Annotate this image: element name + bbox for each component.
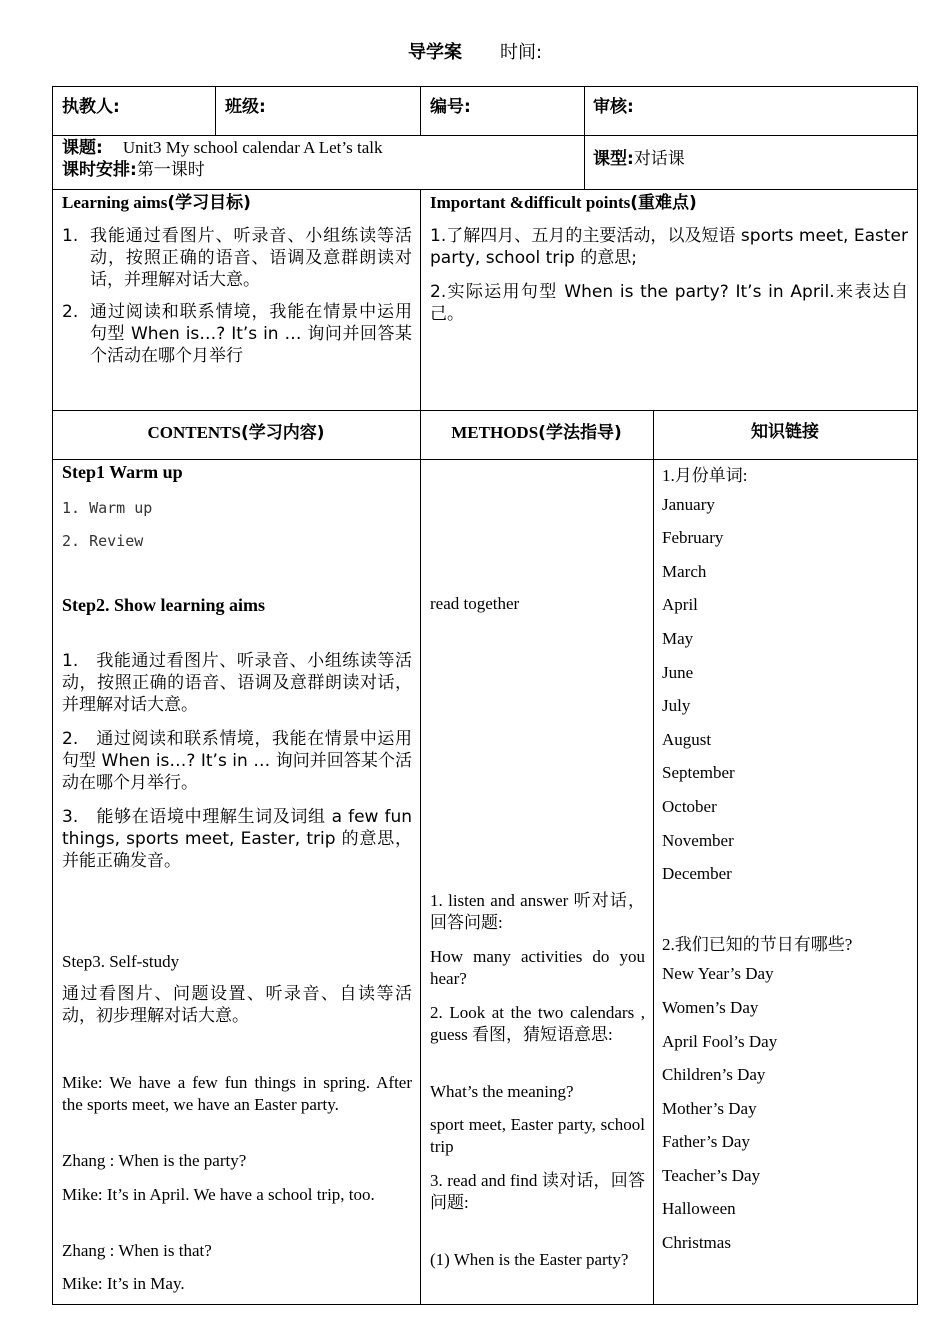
step3-paragraph: 通过看图片、问题设置、听录音、自读等活动，初步理解对话大意。 — [62, 984, 412, 1026]
topic-value: Unit3 My school calendar A Let’s talk — [122, 138, 383, 157]
aims-heading — [62, 191, 251, 215]
topic-line — [62, 137, 383, 159]
table-border-bottom — [52, 1304, 918, 1305]
table-border-right — [917, 86, 918, 1305]
aims-heading-cn: (学习目标) — [167, 193, 251, 213]
dialogue-line: Mike: We have a few fun things in spring. After the sports meet, we have an Easter party. — [62, 1073, 412, 1114]
doc-title: 导学案 — [407, 42, 462, 63]
number-label: 编号: — [430, 97, 471, 117]
col-divider — [215, 86, 216, 136]
method-question: What’s the meaning? — [430, 1082, 574, 1101]
festival-item: Halloween — [662, 1199, 736, 1218]
month-item: August — [662, 730, 712, 749]
aims-heading-en: Learning aims — [62, 193, 168, 212]
col-divider — [420, 86, 421, 136]
method-item: 1. listen and answer 听对话，回答问题: — [430, 891, 645, 932]
festival-item: Father’s Day — [662, 1132, 750, 1151]
step2-paragraph: 2. 通过阅读和联系情境，我能在情景中运用句型 When is…? It’s in … 询问并回答某个活动在哪个月举行。 — [62, 729, 412, 793]
step3-title: Step3. Self-study — [62, 952, 180, 971]
row-divider — [52, 135, 918, 136]
schedule-value: 第一课时 — [136, 160, 205, 180]
points-heading — [430, 191, 697, 215]
topic-label: 课题: — [62, 138, 103, 158]
festival-item: Teacher’s Day — [662, 1166, 761, 1185]
month-item: March — [662, 562, 707, 581]
table-border-left — [52, 86, 53, 1305]
month-item: June — [662, 663, 694, 682]
festival-item: April Fool’s Day — [662, 1032, 778, 1051]
row-divider — [52, 459, 918, 460]
month-item: September — [662, 763, 735, 782]
step1-item: 2. Review — [62, 532, 144, 550]
row-divider — [52, 410, 918, 411]
col-divider — [420, 189, 421, 1305]
month-item: January — [662, 495, 715, 514]
month-item: October — [662, 797, 717, 816]
method-question: How many activities do you hear? — [430, 947, 645, 988]
type-value: 对话课 — [633, 149, 685, 169]
col-divider — [584, 86, 585, 190]
method-answer: sport meet, Easter party, school trip — [430, 1115, 645, 1156]
month-item: February — [662, 528, 724, 547]
table-border-top — [52, 86, 918, 87]
page-title — [0, 38, 950, 64]
schedule-label: 课时安排: — [62, 160, 137, 180]
step2-title: Step2. Show learning aims — [62, 595, 266, 615]
row-divider — [52, 189, 918, 190]
month-item: April — [662, 595, 698, 614]
class-label: 班级: — [225, 97, 266, 117]
point-item: 1.了解四月、五月的主要活动，以及短语 sports meet, Easter party, school trip 的意思; — [430, 226, 908, 268]
festival-item: Women’s Day — [662, 998, 759, 1017]
schedule-line — [62, 159, 205, 181]
festival-item: Mother’s Day — [662, 1099, 757, 1118]
dialogue-line: Mike: It’s in May. — [62, 1274, 185, 1293]
points-heading-cn: (重难点) — [630, 193, 697, 213]
months-title: 1.月份单词: — [662, 466, 748, 485]
festival-item: New Year’s Day — [662, 964, 774, 983]
methods-header: METHODS(学法指导) — [451, 423, 622, 443]
step2-paragraph: 1. 我能通过看图片、听录音、小组练读等活动，按照正确的语音、语调及意群朗读对话，并理解对话大意。 — [62, 651, 412, 715]
points-heading-en: Important &difficult points — [430, 193, 631, 212]
review-label: 审核: — [593, 97, 634, 117]
dialogue-line: Zhang : When is the party? — [62, 1151, 247, 1170]
month-item: December — [662, 864, 732, 883]
dialogue-line: Mike: It’s in April. We have a school trip, too. — [62, 1185, 375, 1204]
time-label: 时间: — [499, 42, 543, 63]
month-item: November — [662, 831, 734, 850]
festival-item: Christmas — [662, 1233, 731, 1252]
step2-paragraph: 3. 能够在语境中理解生词及词组 a few fun things, sports meet, Easter, trip 的意思，并能正确发音。 — [62, 807, 412, 871]
step1-item: 1. Warm up — [62, 499, 153, 517]
type-label: 课型: — [593, 149, 634, 169]
dialogue-line: Zhang : When is that? — [62, 1241, 212, 1260]
method-question: (1) When is the Easter party? — [430, 1250, 629, 1269]
type-line — [593, 148, 685, 171]
method-item: 3. read and find 读对话，回答问题: — [430, 1171, 645, 1212]
month-item: July — [662, 696, 691, 715]
method-item: 2. Look at the two calendars , guess 看图，猜短语意思: — [430, 1003, 645, 1044]
aim-item: 1. 我能通过看图片、听录音、小组练读等活动，按照正确的语音、语调及意群朗读对话，并理解对话大意。 — [62, 226, 412, 290]
contents-header: CONTENTS(学习内容) — [147, 423, 325, 443]
festival-item: Children’s Day — [662, 1065, 766, 1084]
month-item: May — [662, 629, 694, 648]
festivals-title: 2.我们已知的节日有哪些? — [662, 935, 853, 954]
col-divider — [653, 410, 654, 1305]
links-header: 知识链接 — [751, 422, 819, 442]
aim-item: 2. 通过阅读和联系情境，我能在情景中运用句型 When is…? It’s in … 询问并回答某个活动在哪个月举行 — [62, 302, 412, 366]
teacher-label: 执教人: — [62, 97, 120, 117]
point-item: 2.实际运用句型 When is the party? It’s in April.来表达自己。 — [430, 282, 908, 324]
method-read-together: read together — [430, 594, 520, 613]
step1-title: Step1 Warm up — [62, 462, 183, 482]
